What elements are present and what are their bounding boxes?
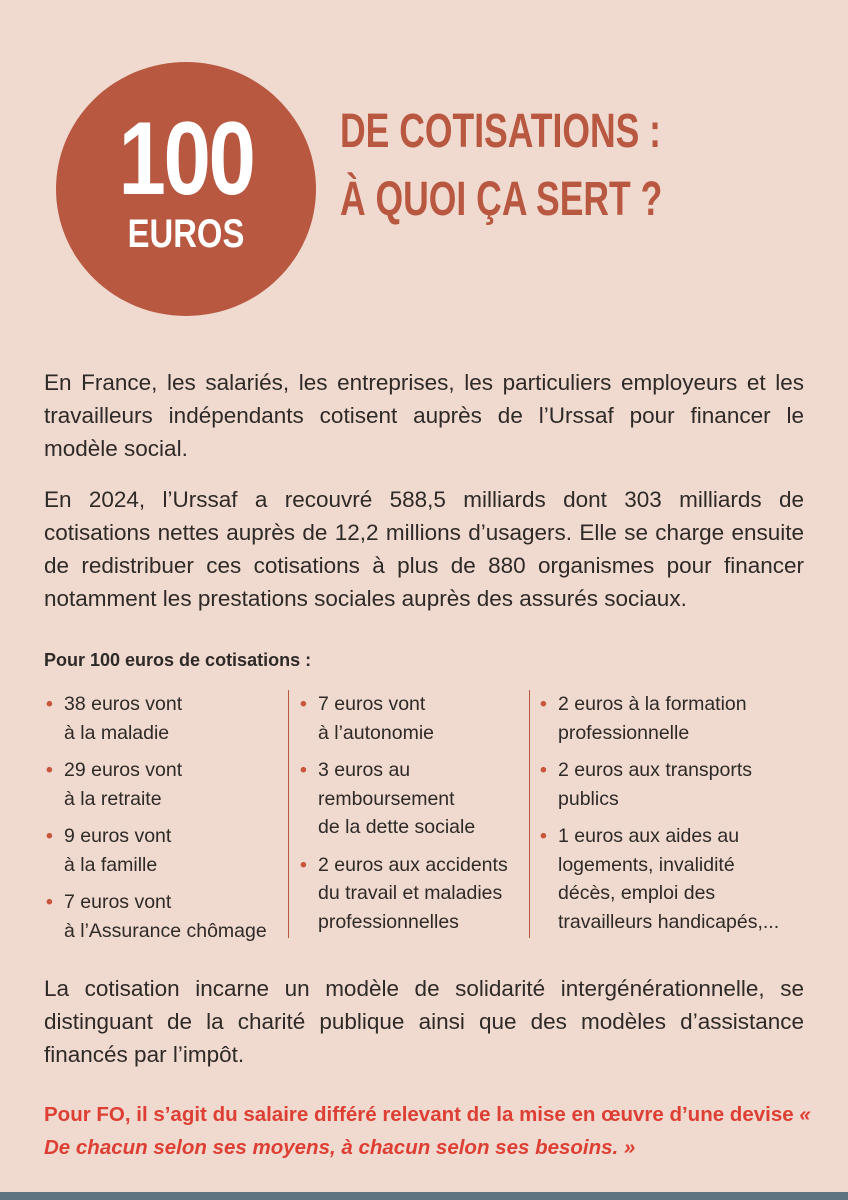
bullet-icon: • xyxy=(300,693,307,715)
breakdown-item-text: 3 euros au xyxy=(318,759,411,781)
breakdown-item-text: à la retraite xyxy=(64,787,162,810)
fo-motto: « De chacun selon ses moyens, à chacun selon ses besoins. » xyxy=(44,1103,811,1159)
bullet-icon: • xyxy=(46,825,53,847)
breakdown-item xyxy=(298,851,526,937)
breakdown-item-text: 29 euros vont xyxy=(64,759,183,781)
bullet-icon: • xyxy=(46,891,53,913)
badge-number: 100 xyxy=(118,101,254,217)
bullet-icon: • xyxy=(540,825,547,847)
breakdown-item xyxy=(44,822,284,879)
breakdown-item xyxy=(44,756,284,813)
badge-unit: EUROS xyxy=(127,212,245,256)
breakdown-item-text: à la famille xyxy=(64,853,158,876)
solidarity-paragraph: La cotisation incarne un modèle de solidarité intergénérationnelle, se distinguant de la charité publique ainsi que des modèles d’assistance financés par l’impôt. xyxy=(44,976,804,1067)
fo-statement xyxy=(44,1098,814,1164)
breakdown-item-text: professionnelles xyxy=(318,910,459,933)
bullet-icon: • xyxy=(300,759,307,781)
breakdown-item-text: 7 euros vont xyxy=(318,693,426,715)
breakdown-item-text: remboursement xyxy=(318,787,455,810)
title-line-1: DE COTISATIONS : xyxy=(340,105,661,158)
bullet-icon: • xyxy=(540,759,547,781)
breakdown-item-text: 1 euros aux aides au xyxy=(558,825,740,847)
column-divider xyxy=(288,690,289,938)
breakdown-column-3 xyxy=(538,690,808,945)
bullet-icon: • xyxy=(46,759,53,781)
breakdown-item-text: 2 euros à la formation xyxy=(558,693,747,715)
breakdown-item-text: 2 euros aux transports xyxy=(558,759,753,781)
breakdown-item-text: à l’Assurance chômage xyxy=(64,919,267,942)
breakdown-item xyxy=(298,756,526,842)
breakdown-item-text: 38 euros vont xyxy=(64,693,183,715)
breakdown-item xyxy=(538,690,808,747)
breakdown-item-text: travailleurs handicapés,... xyxy=(558,910,780,933)
amount-badge xyxy=(56,62,316,316)
breakdown-item-text: professionnelle xyxy=(558,721,690,744)
bullet-icon: • xyxy=(46,693,53,715)
breakdown-item-text: 9 euros vont xyxy=(64,825,172,847)
breakdown-item xyxy=(298,690,526,747)
breakdown-item-text: logements, invalidité xyxy=(558,853,735,876)
breakdown-item-text: publics xyxy=(558,787,619,810)
breakdown-item-text: du travail et maladies xyxy=(318,882,503,904)
breakdown-item-text: de la dette sociale xyxy=(318,816,476,838)
intro-paragraph: En France, les salariés, les entreprises, les particuliers employeurs et les travailleurs indépendants cotisent auprès de l’Urssaf pour financer le modèle social. xyxy=(44,370,804,461)
fo-statement-lead: Pour FO, il s’agit du salaire différé relevant de la mise en œuvre d’une devise xyxy=(44,1103,800,1126)
breakdown-item xyxy=(44,888,284,945)
bullet-icon: • xyxy=(540,693,547,715)
bullet-icon: • xyxy=(300,853,307,876)
breakdown-item xyxy=(44,690,284,747)
page-title xyxy=(340,98,662,234)
title-line-2: À QUOI ÇA SERT ? xyxy=(340,173,663,226)
breakdown-item-text: 2 euros aux accidents xyxy=(318,853,508,876)
bottom-bar xyxy=(0,1192,848,1200)
breakdown-column-2 xyxy=(298,690,526,945)
breakdown-item-text: décès, emploi des xyxy=(558,882,716,904)
breakdown-item-text: 7 euros vont xyxy=(64,891,172,913)
breakdown-item-text: à l’autonomie xyxy=(318,721,434,744)
figures-paragraph: En 2024, l’Urssaf a recouvré 588,5 milliards dont 303 milliards de cotisations nettes auprès de 12,2 millions d’usagers. Elle se charge ensuite de redistribuer ces cotisations à plus de 880 organismes pour financer notamment les prestations sociales auprès des assurés sociaux. xyxy=(44,487,804,611)
breakdown-item xyxy=(538,756,808,813)
breakdown-column-1 xyxy=(44,690,284,954)
column-divider xyxy=(529,690,530,938)
breakdown-item-text: à la maladie xyxy=(64,721,170,744)
breakdown-item xyxy=(538,822,808,936)
list-heading: Pour 100 euros de cotisations : xyxy=(44,650,312,670)
